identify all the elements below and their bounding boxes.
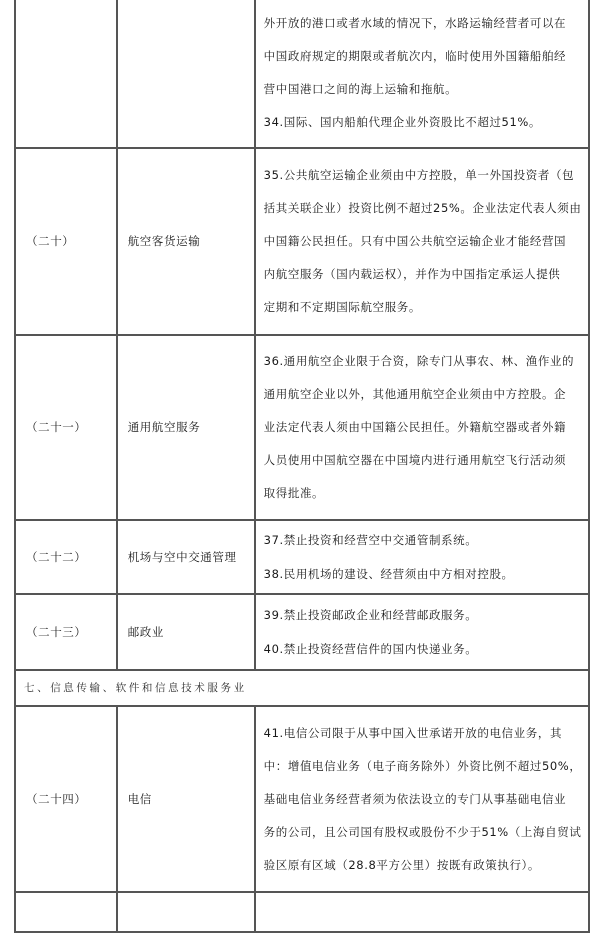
table-row <box>15 0 589 148</box>
section-heading-row <box>15 670 589 706</box>
item-number <box>15 892 117 932</box>
measure-line: 通用航空企业以外，其他通用航空企业须由中方控股。企 <box>263 387 567 401</box>
measures-cell <box>255 706 589 892</box>
measure-line: 34.国际、国内船舶代理企业外资股比不超过51%。 <box>263 114 542 129</box>
industry-name <box>117 0 255 148</box>
item-number: （二十四） <box>15 706 117 892</box>
table-row <box>15 520 589 594</box>
measures-cell <box>255 148 589 335</box>
item-number: （二十） <box>15 148 117 335</box>
item-number <box>15 0 117 148</box>
measure-line: 务的公司，且公司国有股权或股份不少于51%（上海自贸试 <box>263 824 582 839</box>
measure-line: 营中国港口之间的海上运输和拖航。 <box>263 81 458 96</box>
section-heading: 七、信息传输、软件和信息技术服务业 <box>15 670 589 706</box>
measure-line: 人员使用中国航空器在中国境内进行通用航空飞行活动须 <box>263 453 567 467</box>
table-row <box>15 335 589 520</box>
measure-line: 括其关联企业）投资比例不超过25%。企业法定代表人须由 <box>263 201 582 215</box>
measure-line: 38.民用机场的建设、经营须由中方相对控股。 <box>263 567 514 581</box>
table-row <box>15 594 589 670</box>
industry-name: 邮政业 <box>117 594 255 670</box>
measure-line: 36.通用航空企业限于合资，除专门从事农、林、渔作业的 <box>263 354 575 368</box>
measure-line: 验区原有区域（28.8平方公里）按既有政策执行）。 <box>263 857 541 872</box>
measure-line: 外开放的港口或者水域的情况下，水路运输经营者可以在 <box>263 15 567 30</box>
measures-cell <box>255 520 589 594</box>
industry-name <box>117 892 255 932</box>
industry-name: 机场与空中交通管理 <box>117 520 255 594</box>
regulation-table <box>14 0 590 933</box>
item-number: （二十二） <box>15 520 117 594</box>
measure-line: 中国籍公民担任。只有中国公共航空运输企业才能经营国 <box>263 234 567 248</box>
industry-name: 通用航空服务 <box>117 335 255 520</box>
measure-line: 定期和不定期国际航空服务。 <box>263 300 421 314</box>
table-row <box>15 706 589 892</box>
measure-line: 41.电信公司限于从事中国入世承诺开放的电信业务，其 <box>263 725 563 740</box>
measure-line: 中国政府规定的期限或者航次内，临时使用外国籍船舶经 <box>263 48 567 63</box>
item-number: （二十一） <box>15 335 117 520</box>
measures-cell <box>255 0 589 148</box>
industry-name: 电信 <box>117 706 255 892</box>
measure-line: 37.禁止投资和经营空中交通管制系统。 <box>263 533 478 547</box>
measures-cell <box>255 335 589 520</box>
measures-cell <box>255 594 589 670</box>
measure-line: 中：增值电信业务（电子商务除外）外资比例不超过50%， <box>263 758 582 773</box>
measure-line: 39.禁止投资邮政企业和经营邮政服务。 <box>263 608 478 622</box>
measures-cell <box>255 892 589 932</box>
measure-line: 取得批准。 <box>263 486 325 500</box>
table-row <box>15 892 589 932</box>
measure-line: 业法定代表人须由中国籍公民担任。外籍航空器或者外籍 <box>263 420 567 434</box>
measure-line: 40.禁止投资经营信件的国内快递业务。 <box>263 642 478 656</box>
table-row <box>15 148 589 335</box>
item-number: （二十三） <box>15 594 117 670</box>
measure-line: 35.公共航空运输企业须由中方控股，单一外国投资者（包 <box>263 168 575 182</box>
measure-line: 内航空服务（国内载运权），并作为中国指定承运人提供 <box>263 267 561 281</box>
measure-line: 基础电信业务经营者须为依法设立的专门从事基础电信业 <box>263 791 567 806</box>
industry-name: 航空客货运输 <box>117 148 255 335</box>
